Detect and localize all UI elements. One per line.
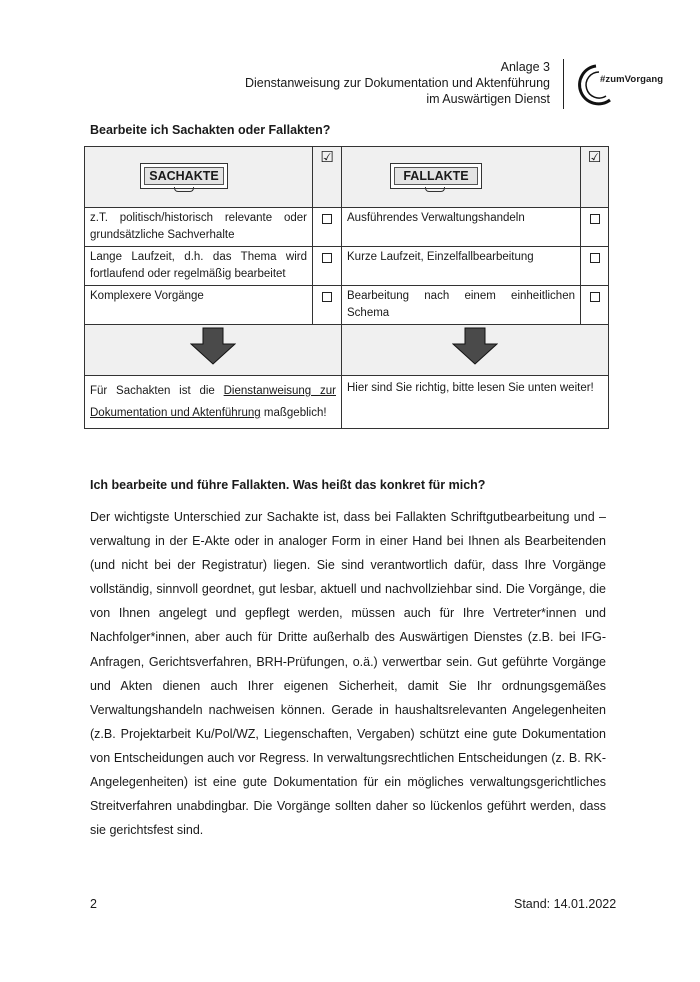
checkbox[interactable] xyxy=(322,253,332,263)
header-divider xyxy=(563,59,564,109)
fall-arrow-cell xyxy=(342,325,609,376)
header-block xyxy=(245,59,550,107)
fallakte-label: FALLAKTE xyxy=(403,169,469,183)
checkbox[interactable] xyxy=(322,292,332,302)
page-number: 2 xyxy=(90,897,97,911)
document-date: Stand: 14.01.2022 xyxy=(514,897,617,911)
sachakte-header-cell xyxy=(85,147,313,208)
sach-criterion: Lange Laufzeit, d.h. das Thema wird fortlaufend oder regelmäßig bearbeitet xyxy=(85,247,313,286)
criteria-row xyxy=(85,247,609,286)
fall-result: Hier sind Sie richtig, bitte lesen Sie unten weiter! xyxy=(342,376,609,429)
sachakte-badge xyxy=(140,163,228,189)
fall-criterion: Bearbeitung nach einem einheitlichen Schema xyxy=(342,286,581,325)
checkbox[interactable] xyxy=(590,292,600,302)
sach-criterion: z.T. politisch/historisch relevante oder grundsätzliche Sachverhalte xyxy=(85,208,313,247)
sachakte-label: SACHAKTE xyxy=(149,169,219,183)
checkbox[interactable] xyxy=(590,253,600,263)
badge-tab-decoration xyxy=(425,187,445,192)
badge-tab-decoration xyxy=(174,187,194,192)
zumvorgang-logo-icon xyxy=(572,62,668,108)
criteria-row xyxy=(85,286,609,325)
checked-box-icon: ☑ xyxy=(320,149,334,166)
question-heading-1: Bearbeite ich Sachakten oder Fallakten? xyxy=(90,123,331,137)
checkbox[interactable] xyxy=(590,214,600,224)
body-paragraph: Der wichtigste Unterschied zur Sachakte ist, dass bei Fallakten Schriftgutbearbeitung und – verwaltung in der E-Akte oder in analoger Form in einer Hand bei Ihnen als Bearbeitenden (und nicht bei der Registratur) liegen. Sie sind verantwortlich dafür, dass Ihre Vorgänge vollständig, sinnvoll geordnet, gut lesbar, aktuell und nachvollziehbar sind. Die Vorgänge, die von Ihnen angelegt und gepflegt werden, müssen auch für Ihre Vertreter*innen und Nachfolger*innen, aber auch für Dritte außerhalb des Auswärtigen Dienstes (z.B. bei IFG-Anfragen, Gerichtsverfahren, BRH-Prüfungen, o.ä.) verwertbar sein. Gut geführte Vorgänge und Akten dienen auch Ihrer eigenen Sicherheit, damit Sie Ihr ordnungsgemäßes Verwaltungshandeln nachweisen können. Gerade in haushaltsrelevanten Angelegenheiten (z.B. Projektarbeit Ku/Pol/WZ, Liegenschaften, Vergaben) schützt eine gute Dokumentation von Entscheidungen auch vor Regress. In verwaltungsrechtlichen Entscheidungen (z. B. RK-Angelegenheiten) ist eine gute Dokumentation für ein mögliches verwaltungsgerichtliches Streitverfahren unabdingbar. Die Vorgänge sollten daher so lückenlos geführt werden, dass sie gerichtsfest sind. xyxy=(90,510,606,838)
sach-result-text: Für Sachakten ist die xyxy=(90,385,224,397)
sach-criterion: Komplexere Vorgänge xyxy=(85,286,313,325)
down-arrow-icon xyxy=(190,327,236,365)
header-annex: Anlage 3 xyxy=(500,60,550,74)
dienstanweisung-link[interactable]: Dienstanweisung zur Dokumentation und Aktenführung xyxy=(90,385,336,419)
comparison-table xyxy=(84,146,609,429)
arrow-row xyxy=(85,325,609,376)
down-arrow-icon xyxy=(452,327,498,365)
fall-criterion: Kurze Laufzeit, Einzelfallbearbeitung xyxy=(342,247,581,286)
result-row xyxy=(85,376,609,429)
checked-box-icon: ☑ xyxy=(587,149,602,166)
header-subtitle: im Auswärtigen Dienst xyxy=(426,92,550,106)
fallakte-header-cell xyxy=(342,147,581,208)
criteria-row xyxy=(85,208,609,247)
sach-result xyxy=(85,376,342,429)
question-heading-2: Ich bearbeite und führe Fallakten. Was heißt das konkret für mich? xyxy=(90,478,486,492)
fallakte-badge xyxy=(390,163,482,189)
fallakte-checkmark-cell xyxy=(581,147,609,208)
fall-criterion: Ausführendes Verwaltungshandeln xyxy=(342,208,581,247)
sach-result-text-end: maßgeblich! xyxy=(260,407,327,419)
checkbox[interactable] xyxy=(322,214,332,224)
sachakte-checkmark-cell xyxy=(313,147,342,208)
header-title: Dienstanweisung zur Dokumentation und Aktenführung xyxy=(244,76,550,90)
logo-text: #zumVorgang xyxy=(600,74,664,85)
sach-arrow-cell xyxy=(85,325,342,376)
